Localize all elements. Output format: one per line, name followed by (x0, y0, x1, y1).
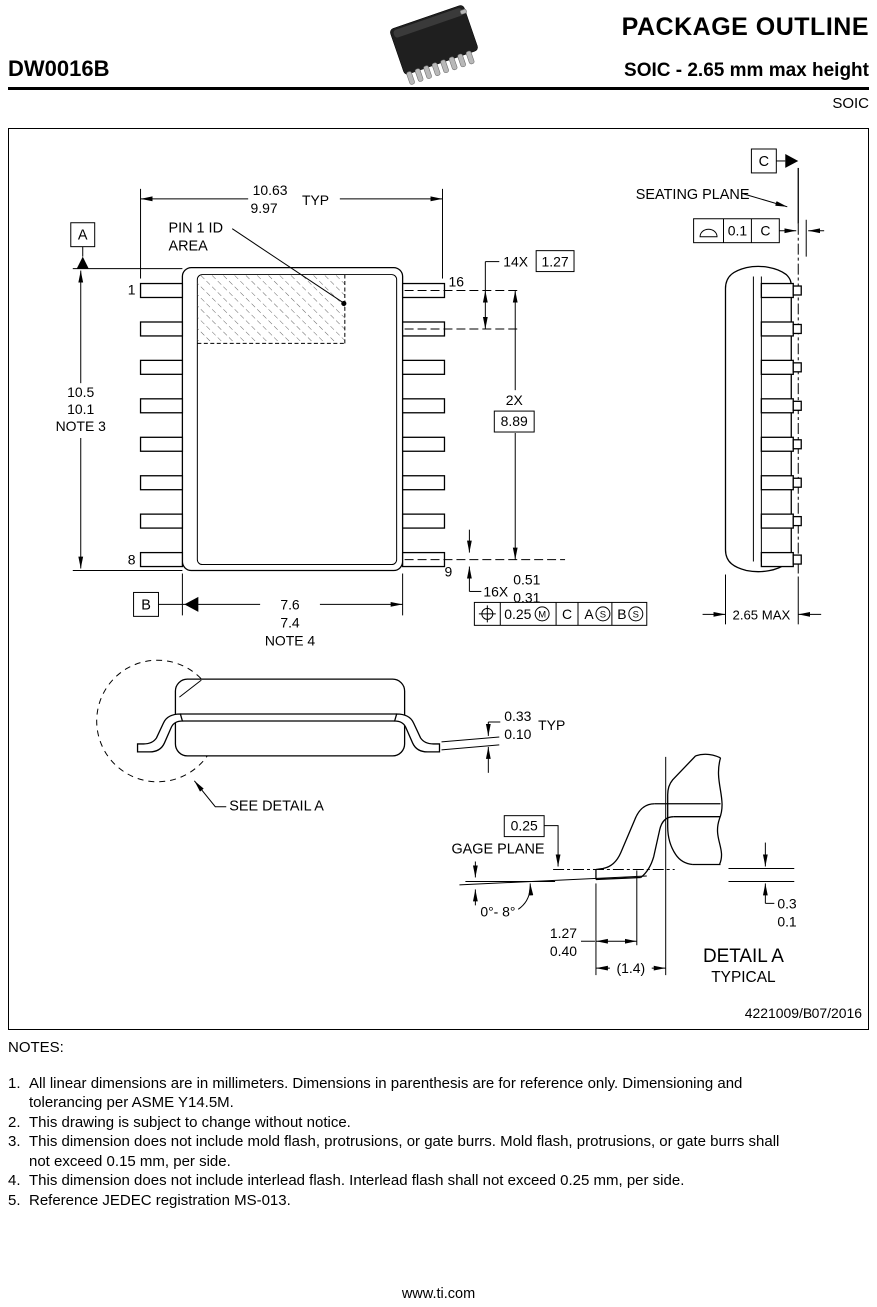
dim-foot-max: 1.27 (549, 925, 578, 942)
header-rule (8, 87, 869, 90)
fcf-datum-primary: C (562, 605, 573, 622)
top-view (56, 182, 647, 648)
dim-width-max: 10.63 (252, 181, 288, 198)
dim-span-value: 8.89 (500, 413, 528, 430)
seating-fcf-datum: C (760, 222, 771, 239)
dim-standoff-qualifier: TYP (538, 716, 566, 733)
dim-body-width-max: 7.6 (280, 596, 300, 613)
note-number: 3. (8, 1133, 21, 1150)
note-item (8, 1074, 802, 1113)
fcf-datum-tertiary-mod: S (632, 609, 639, 621)
revision-date: 07/2016 (811, 1004, 863, 1021)
note-item (8, 1191, 802, 1211)
dim-body-width-min: 7.4 (280, 614, 300, 631)
note-item (8, 1132, 802, 1171)
datum-c-triangle-icon (785, 154, 798, 168)
dim-detail-standoff-max: 0.3 (777, 895, 797, 912)
note-text: This drawing is subject to change without notice. (29, 1113, 351, 1131)
dim-ref-length: (1.4) (616, 960, 646, 977)
seating-plane-tolerance-frame (694, 219, 780, 243)
note-number: 5. (8, 1191, 21, 1209)
pin-16-number: 16 (448, 273, 464, 290)
dim-span-count: 2X (505, 392, 523, 409)
fcf-datum-secondary-mod: S (599, 609, 607, 621)
dim-length-max: 10.5 (67, 384, 95, 401)
dim-body-width-note: NOTE 4 (264, 632, 316, 649)
side-view (636, 149, 824, 624)
package-outline-drawing (9, 129, 867, 1028)
detail-lead-outline (596, 804, 721, 880)
drawing-number: 4221009/B (744, 1004, 813, 1021)
detail-a-subtitle: TYPICAL (711, 969, 776, 987)
dim-foot-min: 0.40 (549, 943, 578, 960)
part-number: DW0016B (8, 56, 110, 81)
note-text: All linear dimensions are in millimeters. Dimensions in parenthesis are for reference only. Dimensioning and tolerancing per ASME Y14.5M. (29, 1074, 743, 1111)
note-item (8, 1171, 802, 1191)
seating-fcf-tolerance: 0.1 (727, 222, 748, 239)
note-number: 2. (8, 1113, 21, 1131)
dim-lead-width-count: 16X (483, 583, 509, 600)
dim-pitch-value: 1.27 (541, 253, 569, 270)
page-title: PACKAGE OUTLINE (621, 13, 869, 41)
datum-a-triangle-icon (77, 257, 89, 269)
dim-lead-width-max: 0.51 (513, 571, 541, 588)
dim-length-min: 10.1 (67, 401, 95, 418)
pin-1-number: 1 (127, 281, 136, 298)
dim-pitch-count: 14X (503, 253, 529, 270)
datum-a-label: A (77, 227, 88, 244)
position-symbol-icon (479, 605, 496, 622)
position-tolerance-frame (474, 602, 646, 625)
dim-height-max: 2.65 MAX (732, 607, 791, 623)
dim-standoff-max: 0.33 (504, 708, 532, 725)
fcf-modifier: M (538, 609, 547, 621)
profile-of-surface-icon (700, 229, 717, 236)
note-item (8, 1113, 802, 1133)
dim-angle: 0°- 8° (480, 903, 516, 920)
profile-view (97, 660, 566, 814)
fcf-datum-tertiary: B (617, 605, 627, 622)
pin1-id-hatch-area (197, 275, 344, 344)
gage-offset-value: 0.25 (510, 817, 538, 834)
dim-detail-standoff-min: 0.1 (777, 913, 797, 930)
datum-b-label: B (141, 597, 151, 614)
dim-standoff-min: 0.10 (504, 725, 532, 742)
website-url: www.ti.com (401, 1286, 476, 1302)
dim-width-qualifier: TYP (301, 191, 330, 208)
note-text: This dimension does not include interlead flash. Interlead flash shall not exceed 0.25 mm, per side. (29, 1172, 685, 1189)
drawing-frame (8, 128, 869, 1030)
detail-a-view (451, 754, 796, 986)
seating-plane-label: SEATING PLANE (635, 186, 750, 203)
see-detail-a-label: SEE DETAIL A (229, 798, 324, 815)
gage-plane-label: GAGE PLANE (451, 841, 545, 858)
note-text: Reference JEDEC registration MS-013. (29, 1191, 291, 1209)
dim-length-note: NOTE 3 (55, 418, 106, 435)
pin1-id-label-1: PIN 1 ID (168, 220, 224, 237)
fcf-tolerance: 0.25 (504, 605, 532, 622)
detail-a-title: DETAIL A (702, 946, 784, 968)
pin1-id-label-2: AREA (168, 238, 208, 255)
profile-body-outline (175, 679, 404, 756)
dim-width-min: 9.97 (250, 199, 278, 216)
detail-body-outline (668, 754, 722, 864)
package-family: SOIC (832, 95, 869, 112)
right-pin-row (403, 284, 445, 567)
datum-b-triangle-icon (184, 597, 198, 612)
package-subtitle: SOIC - 2.65 mm max height (624, 60, 869, 81)
left-pin-row (141, 284, 183, 567)
notes-heading: NOTES: (8, 1039, 64, 1056)
notes-section (8, 1038, 802, 1210)
datum-c-label: C (758, 153, 770, 170)
note-text: This dimension does not include mold flash, protrusions, or gate burrs. Mold flash, protrusions, or gate burrs shall not exceed 0.15 mm, per side. (29, 1133, 780, 1170)
pin-9-number: 9 (444, 563, 453, 580)
dim-lead-width-min: 0.31 (513, 589, 541, 606)
pin-8-number: 8 (127, 551, 136, 568)
note-number: 4. (8, 1172, 21, 1189)
fcf-datum-secondary: A (584, 605, 594, 622)
note-number: 1. (8, 1074, 21, 1092)
soic-chip-3d-icon (376, 1, 492, 85)
